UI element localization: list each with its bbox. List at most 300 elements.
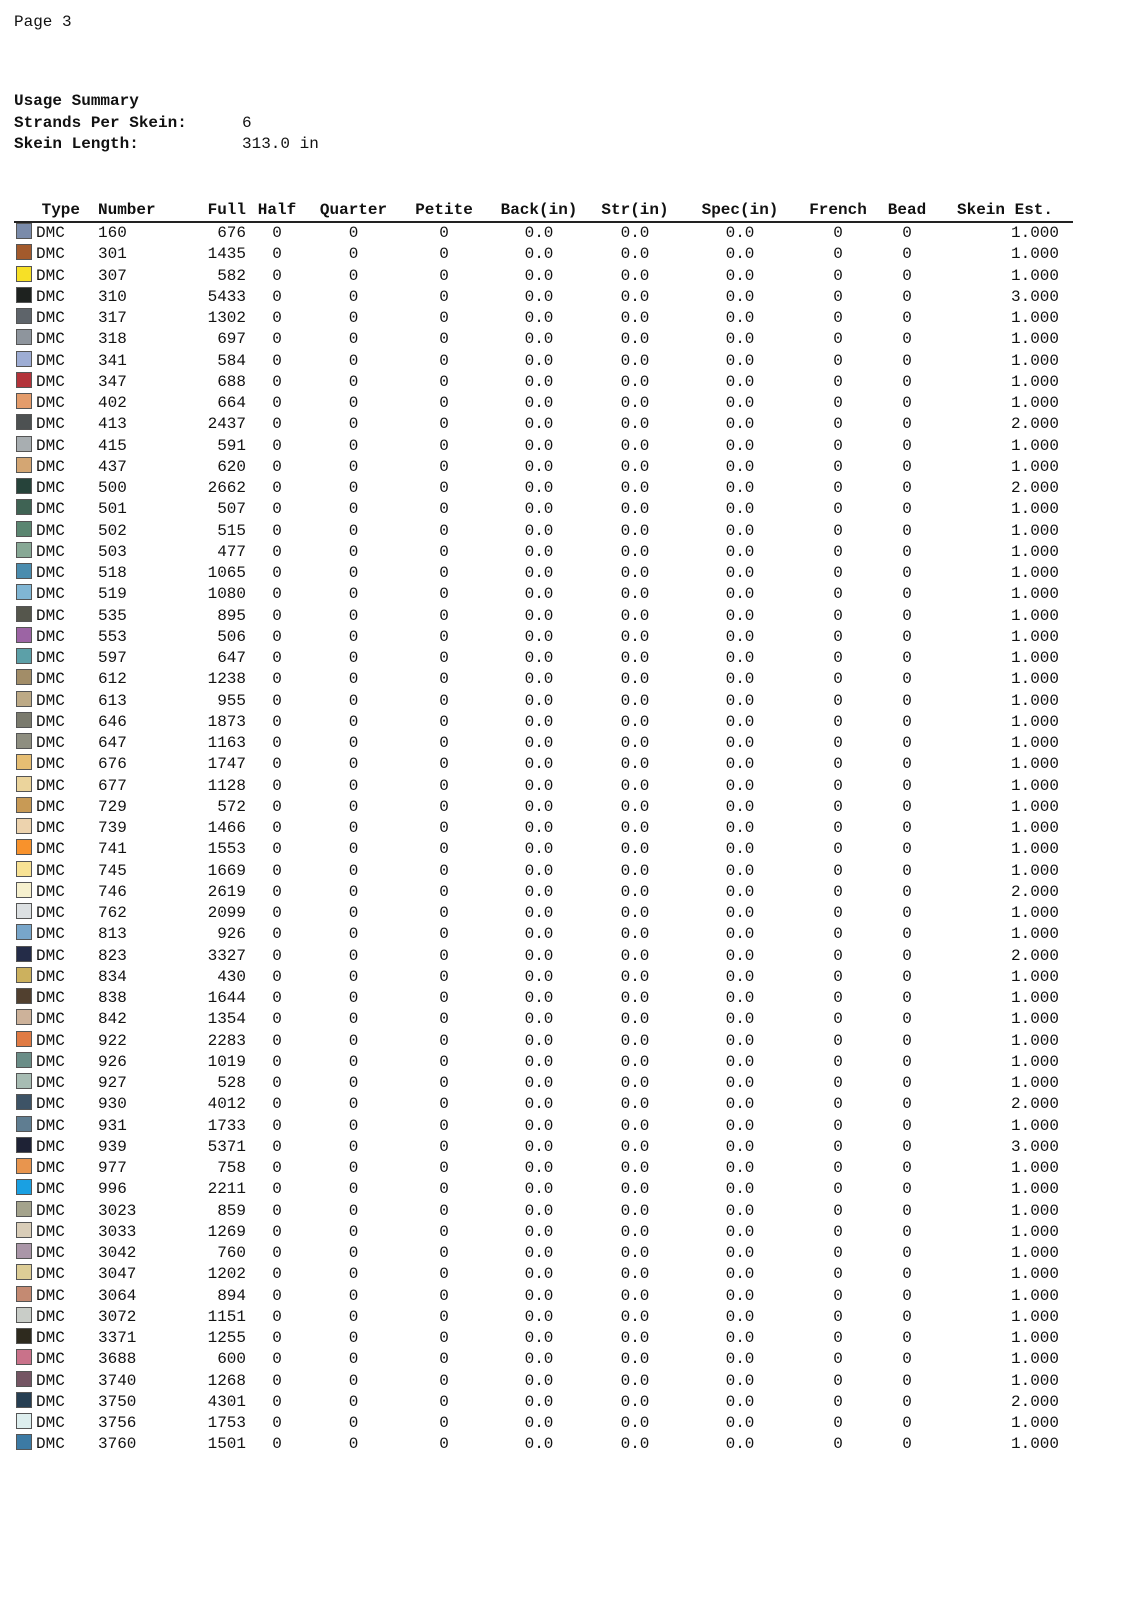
cell-petite: 0 bbox=[439, 266, 449, 285]
cell-str: 0.0 bbox=[620, 1137, 650, 1156]
cell-str: 0.0 bbox=[620, 479, 650, 497]
cell-bead: 0 bbox=[902, 606, 912, 625]
cell-full: 2619 bbox=[207, 882, 246, 901]
table-row bbox=[14, 967, 1073, 988]
cell-quarter: 0 bbox=[348, 712, 359, 731]
cell-number: 502 bbox=[98, 521, 127, 540]
cell-number: 939 bbox=[98, 1137, 127, 1156]
cell-str: 0.0 bbox=[620, 967, 650, 986]
cell-half: 0 bbox=[272, 882, 282, 901]
cell-petite: 0 bbox=[439, 500, 449, 519]
cell-back: 0.0 bbox=[524, 500, 554, 519]
cell-type bbox=[14, 776, 94, 797]
cell-type bbox=[14, 244, 94, 265]
cell-half: 0 bbox=[272, 1052, 282, 1071]
cell-skein-est: 1.000 bbox=[1010, 691, 1059, 710]
cell-spec: 0.0 bbox=[725, 394, 755, 412]
table-row bbox=[14, 946, 1073, 967]
skein-length-value: 313.0 in bbox=[242, 135, 319, 153]
cell-full: 1435 bbox=[207, 245, 246, 264]
color-swatch-icon bbox=[16, 818, 32, 834]
cell-full: 3327 bbox=[207, 946, 246, 965]
color-swatch-icon bbox=[16, 584, 32, 600]
cell-full: 664 bbox=[217, 394, 246, 412]
cell-back: 0.0 bbox=[524, 224, 554, 242]
cell-bead: 0 bbox=[902, 351, 912, 370]
cell-type bbox=[14, 1286, 94, 1307]
table-row bbox=[14, 1264, 1073, 1285]
color-swatch-icon bbox=[16, 754, 32, 770]
table-row bbox=[14, 351, 1073, 372]
cell-skein-est: 1.000 bbox=[1010, 521, 1059, 540]
cell-number: 597 bbox=[98, 649, 127, 667]
cell-type bbox=[14, 861, 94, 882]
cell-bead: 0 bbox=[902, 1350, 912, 1369]
cell-back: 0.0 bbox=[524, 1074, 554, 1092]
thread-type: DMC bbox=[36, 691, 65, 710]
cell-petite: 0 bbox=[439, 1010, 449, 1029]
cell-type bbox=[14, 669, 94, 690]
cell-petite: 0 bbox=[439, 904, 449, 922]
cell-petite: 0 bbox=[439, 1137, 449, 1156]
cell-quarter: 0 bbox=[348, 1159, 359, 1177]
cell-back: 0.0 bbox=[524, 840, 554, 859]
cell-bead: 0 bbox=[902, 776, 912, 795]
cell-spec: 0.0 bbox=[725, 925, 755, 944]
cell-quarter: 0 bbox=[348, 1414, 359, 1432]
cell-skein-est: 2.000 bbox=[1010, 946, 1059, 965]
cell-type bbox=[14, 839, 94, 860]
color-swatch-icon bbox=[16, 1371, 32, 1387]
cell-quarter: 0 bbox=[348, 1244, 359, 1262]
cell-str: 0.0 bbox=[620, 691, 650, 710]
cell-french: 0 bbox=[833, 245, 843, 264]
cell-type bbox=[14, 733, 94, 754]
cell-spec: 0.0 bbox=[725, 861, 755, 880]
thread-type: DMC bbox=[36, 245, 65, 264]
cell-half: 0 bbox=[272, 606, 282, 625]
thread-type: DMC bbox=[36, 670, 65, 689]
cell-skein-est: 1.000 bbox=[1010, 1010, 1059, 1029]
table-row bbox=[14, 1413, 1073, 1434]
cell-bead: 0 bbox=[902, 1371, 912, 1390]
cell-quarter: 0 bbox=[348, 1392, 359, 1411]
color-swatch-icon bbox=[16, 1116, 32, 1132]
cell-back: 0.0 bbox=[524, 1095, 554, 1114]
cell-half: 0 bbox=[272, 287, 282, 306]
cell-bead: 0 bbox=[902, 1010, 912, 1029]
cell-petite: 0 bbox=[439, 734, 449, 752]
cell-number: 746 bbox=[98, 882, 127, 901]
cell-quarter: 0 bbox=[348, 670, 359, 689]
thread-type: DMC bbox=[36, 882, 65, 901]
cell-bead: 0 bbox=[902, 691, 912, 710]
thread-type: DMC bbox=[36, 1435, 65, 1454]
cell-french: 0 bbox=[833, 904, 843, 922]
column-header-french: French bbox=[799, 200, 877, 222]
thread-type: DMC bbox=[36, 1392, 65, 1411]
cell-french: 0 bbox=[833, 1159, 843, 1177]
cell-half: 0 bbox=[272, 330, 282, 349]
cell-half: 0 bbox=[272, 351, 282, 370]
cell-type bbox=[14, 478, 94, 499]
cell-full: 894 bbox=[217, 1286, 246, 1305]
cell-spec: 0.0 bbox=[725, 287, 755, 306]
cell-skein-est: 1.000 bbox=[1010, 1201, 1059, 1220]
cell-quarter: 0 bbox=[348, 649, 359, 667]
cell-quarter: 0 bbox=[348, 861, 359, 880]
thread-type: DMC bbox=[36, 904, 65, 922]
cell-skein-est: 2.000 bbox=[1010, 1392, 1059, 1411]
cell-bead: 0 bbox=[902, 542, 912, 561]
cell-number: 347 bbox=[98, 372, 127, 391]
table-row bbox=[14, 1179, 1073, 1200]
cell-skein-est: 1.000 bbox=[1010, 585, 1059, 604]
column-header-full: Full bbox=[180, 200, 246, 222]
thread-type: DMC bbox=[36, 755, 65, 774]
cell-full: 1466 bbox=[207, 819, 246, 837]
cell-french: 0 bbox=[833, 755, 843, 774]
cell-str: 0.0 bbox=[620, 1031, 650, 1050]
cell-full: 430 bbox=[217, 967, 246, 986]
cell-type bbox=[14, 414, 94, 435]
cell-str: 0.0 bbox=[620, 1201, 650, 1220]
cell-number: 729 bbox=[98, 797, 127, 816]
summary-title: Usage Summary bbox=[14, 92, 139, 110]
cell-petite: 0 bbox=[439, 1031, 449, 1050]
cell-back: 0.0 bbox=[524, 1116, 554, 1135]
cell-spec: 0.0 bbox=[725, 564, 755, 582]
thread-type: DMC bbox=[36, 627, 65, 646]
cell-petite: 0 bbox=[439, 925, 449, 944]
cell-half: 0 bbox=[272, 967, 282, 986]
cell-number: 3750 bbox=[98, 1392, 137, 1411]
cell-str: 0.0 bbox=[620, 797, 650, 816]
cell-number: 501 bbox=[98, 500, 127, 519]
cell-bead: 0 bbox=[902, 457, 912, 476]
cell-type bbox=[14, 308, 94, 329]
column-header-half: Half bbox=[246, 200, 308, 222]
cell-petite: 0 bbox=[439, 946, 449, 965]
cell-half: 0 bbox=[272, 1031, 282, 1050]
cell-quarter: 0 bbox=[348, 1329, 359, 1347]
cell-quarter: 0 bbox=[348, 691, 359, 710]
table-row bbox=[14, 861, 1073, 882]
cell-spec: 0.0 bbox=[725, 882, 755, 901]
color-swatch-icon bbox=[16, 606, 32, 622]
thread-type: DMC bbox=[36, 1371, 65, 1390]
cell-str: 0.0 bbox=[620, 585, 650, 604]
thread-type: DMC bbox=[36, 967, 65, 986]
table-row bbox=[14, 542, 1073, 563]
cell-type bbox=[14, 606, 94, 627]
cell-bead: 0 bbox=[902, 564, 912, 582]
cell-spec: 0.0 bbox=[725, 946, 755, 965]
cell-type bbox=[14, 1031, 94, 1052]
cell-french: 0 bbox=[833, 479, 843, 497]
color-swatch-icon bbox=[16, 1264, 32, 1280]
cell-back: 0.0 bbox=[524, 734, 554, 752]
cell-str: 0.0 bbox=[620, 266, 650, 285]
cell-quarter: 0 bbox=[348, 1307, 359, 1326]
cell-number: 926 bbox=[98, 1052, 127, 1071]
cell-bead: 0 bbox=[902, 734, 912, 752]
cell-str: 0.0 bbox=[620, 904, 650, 922]
cell-half: 0 bbox=[272, 500, 282, 519]
thread-type: DMC bbox=[36, 1201, 65, 1220]
thread-type: DMC bbox=[36, 1010, 65, 1029]
cell-number: 676 bbox=[98, 755, 127, 774]
color-swatch-icon bbox=[16, 266, 32, 282]
table-row bbox=[14, 222, 1073, 244]
thread-type: DMC bbox=[36, 500, 65, 519]
cell-french: 0 bbox=[833, 1435, 843, 1454]
cell-half: 0 bbox=[272, 394, 282, 412]
cell-skein-est: 1.000 bbox=[1010, 500, 1059, 519]
cell-skein-est: 1.000 bbox=[1010, 755, 1059, 774]
table-row bbox=[14, 754, 1073, 775]
thread-type: DMC bbox=[36, 1137, 65, 1156]
cell-spec: 0.0 bbox=[725, 1371, 755, 1390]
cell-full: 1302 bbox=[207, 309, 246, 327]
column-header-number: Number bbox=[94, 200, 180, 222]
cell-skein-est: 1.000 bbox=[1010, 1180, 1059, 1199]
cell-petite: 0 bbox=[439, 1159, 449, 1177]
cell-number: 745 bbox=[98, 861, 127, 880]
cell-number: 503 bbox=[98, 542, 127, 561]
cell-half: 0 bbox=[272, 1414, 282, 1432]
cell-petite: 0 bbox=[439, 1180, 449, 1199]
cell-back: 0.0 bbox=[524, 967, 554, 986]
cell-french: 0 bbox=[833, 1286, 843, 1305]
cell-french: 0 bbox=[833, 224, 843, 242]
cell-full: 5371 bbox=[207, 1137, 246, 1156]
color-swatch-icon bbox=[16, 1052, 32, 1068]
cell-skein-est: 1.000 bbox=[1010, 564, 1059, 582]
cell-petite: 0 bbox=[439, 1095, 449, 1114]
color-swatch-icon bbox=[16, 839, 32, 855]
cell-french: 0 bbox=[833, 882, 843, 901]
cell-type bbox=[14, 988, 94, 1009]
cell-half: 0 bbox=[272, 1329, 282, 1347]
cell-back: 0.0 bbox=[524, 649, 554, 667]
cell-petite: 0 bbox=[439, 1265, 449, 1284]
table-row bbox=[14, 776, 1073, 797]
cell-petite: 0 bbox=[439, 1435, 449, 1454]
cell-french: 0 bbox=[833, 1010, 843, 1029]
cell-french: 0 bbox=[833, 712, 843, 731]
cell-quarter: 0 bbox=[348, 542, 359, 561]
cell-quarter: 0 bbox=[348, 606, 359, 625]
cell-full: 507 bbox=[217, 500, 246, 519]
cell-spec: 0.0 bbox=[725, 627, 755, 646]
cell-back: 0.0 bbox=[524, 627, 554, 646]
cell-back: 0.0 bbox=[524, 479, 554, 497]
cell-spec: 0.0 bbox=[725, 1137, 755, 1156]
cell-half: 0 bbox=[272, 861, 282, 880]
cell-skein-est: 1.000 bbox=[1010, 649, 1059, 667]
cell-number: 3033 bbox=[98, 1222, 137, 1241]
cell-half: 0 bbox=[272, 670, 282, 689]
cell-back: 0.0 bbox=[524, 1350, 554, 1369]
cell-full: 2099 bbox=[207, 904, 246, 922]
cell-french: 0 bbox=[833, 670, 843, 689]
cell-number: 437 bbox=[98, 457, 127, 476]
cell-skein-est: 1.000 bbox=[1010, 1435, 1059, 1454]
cell-spec: 0.0 bbox=[725, 436, 755, 455]
cell-spec: 0.0 bbox=[725, 691, 755, 710]
cell-spec: 0.0 bbox=[725, 755, 755, 774]
cell-str: 0.0 bbox=[620, 925, 650, 944]
cell-number: 519 bbox=[98, 585, 127, 604]
cell-full: 1873 bbox=[207, 712, 246, 731]
cell-skein-est: 1.000 bbox=[1010, 627, 1059, 646]
cell-str: 0.0 bbox=[620, 245, 650, 264]
cell-spec: 0.0 bbox=[725, 1286, 755, 1305]
cell-bead: 0 bbox=[902, 1116, 912, 1135]
cell-petite: 0 bbox=[439, 776, 449, 795]
cell-half: 0 bbox=[272, 309, 282, 327]
cell-petite: 0 bbox=[439, 521, 449, 540]
color-swatch-icon bbox=[16, 1009, 32, 1025]
cell-quarter: 0 bbox=[348, 585, 359, 604]
color-swatch-icon bbox=[16, 1137, 32, 1153]
thread-type: DMC bbox=[36, 479, 65, 497]
color-swatch-icon bbox=[16, 478, 32, 494]
cell-half: 0 bbox=[272, 245, 282, 264]
cell-quarter: 0 bbox=[348, 245, 359, 264]
cell-full: 647 bbox=[217, 649, 246, 667]
cell-back: 0.0 bbox=[524, 1137, 554, 1156]
cell-back: 0.0 bbox=[524, 309, 554, 327]
color-swatch-icon bbox=[16, 627, 32, 643]
cell-full: 758 bbox=[217, 1159, 246, 1177]
cell-petite: 0 bbox=[439, 1286, 449, 1305]
cell-full: 1163 bbox=[207, 734, 246, 752]
table-row bbox=[14, 499, 1073, 520]
cell-number: 838 bbox=[98, 989, 127, 1007]
table-row bbox=[14, 1434, 1073, 1455]
cell-french: 0 bbox=[833, 457, 843, 476]
cell-bead: 0 bbox=[902, 649, 912, 667]
thread-type: DMC bbox=[36, 1222, 65, 1241]
cell-quarter: 0 bbox=[348, 372, 359, 391]
cell-back: 0.0 bbox=[524, 861, 554, 880]
cell-petite: 0 bbox=[439, 245, 449, 264]
cell-quarter: 0 bbox=[348, 1116, 359, 1135]
table-row bbox=[14, 266, 1073, 287]
cell-spec: 0.0 bbox=[725, 1201, 755, 1220]
cell-number: 931 bbox=[98, 1116, 127, 1135]
cell-bead: 0 bbox=[902, 861, 912, 880]
table-row bbox=[14, 244, 1073, 265]
table-row bbox=[14, 1222, 1073, 1243]
cell-number: 535 bbox=[98, 606, 127, 625]
cell-petite: 0 bbox=[439, 351, 449, 370]
cell-skein-est: 1.000 bbox=[1010, 330, 1059, 349]
cell-skein-est: 1.000 bbox=[1010, 266, 1059, 285]
cell-type bbox=[14, 287, 94, 308]
cell-skein-est: 1.000 bbox=[1010, 861, 1059, 880]
cell-skein-est: 1.000 bbox=[1010, 670, 1059, 689]
cell-quarter: 0 bbox=[348, 967, 359, 986]
cell-petite: 0 bbox=[439, 861, 449, 880]
cell-number: 301 bbox=[98, 245, 127, 264]
cell-bead: 0 bbox=[902, 1137, 912, 1156]
cell-french: 0 bbox=[833, 649, 843, 667]
cell-french: 0 bbox=[833, 521, 843, 540]
table-row bbox=[14, 1052, 1073, 1073]
cell-half: 0 bbox=[272, 457, 282, 476]
cell-bead: 0 bbox=[902, 1307, 912, 1326]
thread-type: DMC bbox=[36, 712, 65, 731]
color-swatch-icon bbox=[16, 1349, 32, 1365]
cell-quarter: 0 bbox=[348, 479, 359, 497]
color-swatch-icon bbox=[16, 1413, 32, 1429]
cell-quarter: 0 bbox=[348, 882, 359, 901]
cell-number: 3023 bbox=[98, 1201, 137, 1220]
thread-type: DMC bbox=[36, 861, 65, 880]
cell-skein-est: 1.000 bbox=[1010, 1159, 1059, 1177]
cell-petite: 0 bbox=[439, 712, 449, 731]
cell-back: 0.0 bbox=[524, 585, 554, 604]
cell-str: 0.0 bbox=[620, 1244, 650, 1262]
thread-type: DMC bbox=[36, 394, 65, 412]
thread-type: DMC bbox=[36, 1286, 65, 1305]
cell-french: 0 bbox=[833, 925, 843, 944]
table-row bbox=[14, 606, 1073, 627]
cell-back: 0.0 bbox=[524, 372, 554, 391]
color-swatch-icon bbox=[16, 1392, 32, 1408]
cell-back: 0.0 bbox=[524, 415, 554, 434]
cell-half: 0 bbox=[272, 649, 282, 667]
cell-type bbox=[14, 1328, 94, 1349]
cell-french: 0 bbox=[833, 330, 843, 349]
color-swatch-icon bbox=[16, 1179, 32, 1195]
cell-number: 741 bbox=[98, 840, 127, 859]
table-row bbox=[14, 563, 1073, 584]
cell-petite: 0 bbox=[439, 627, 449, 646]
table-row bbox=[14, 1073, 1073, 1094]
table-row bbox=[14, 839, 1073, 860]
cell-number: 318 bbox=[98, 330, 127, 349]
cell-type bbox=[14, 1158, 94, 1179]
cell-french: 0 bbox=[833, 266, 843, 285]
cell-number: 930 bbox=[98, 1095, 127, 1114]
table-row bbox=[14, 648, 1073, 669]
table-row bbox=[14, 924, 1073, 945]
cell-french: 0 bbox=[833, 542, 843, 561]
cell-back: 0.0 bbox=[524, 1244, 554, 1262]
cell-str: 0.0 bbox=[620, 1307, 650, 1326]
cell-full: 4012 bbox=[207, 1095, 246, 1114]
cell-back: 0.0 bbox=[524, 1201, 554, 1220]
cell-bead: 0 bbox=[902, 1074, 912, 1092]
cell-quarter: 0 bbox=[348, 287, 359, 306]
cell-full: 1238 bbox=[207, 670, 246, 689]
cell-french: 0 bbox=[833, 989, 843, 1007]
cell-french: 0 bbox=[833, 1265, 843, 1284]
cell-type bbox=[14, 1052, 94, 1073]
thread-type: DMC bbox=[36, 1116, 65, 1135]
cell-french: 0 bbox=[833, 415, 843, 434]
cell-back: 0.0 bbox=[524, 670, 554, 689]
cell-str: 0.0 bbox=[620, 606, 650, 625]
thread-type: DMC bbox=[36, 224, 65, 242]
cell-bead: 0 bbox=[902, 245, 912, 264]
thread-type: DMC bbox=[36, 1244, 65, 1262]
cell-half: 0 bbox=[272, 1201, 282, 1220]
